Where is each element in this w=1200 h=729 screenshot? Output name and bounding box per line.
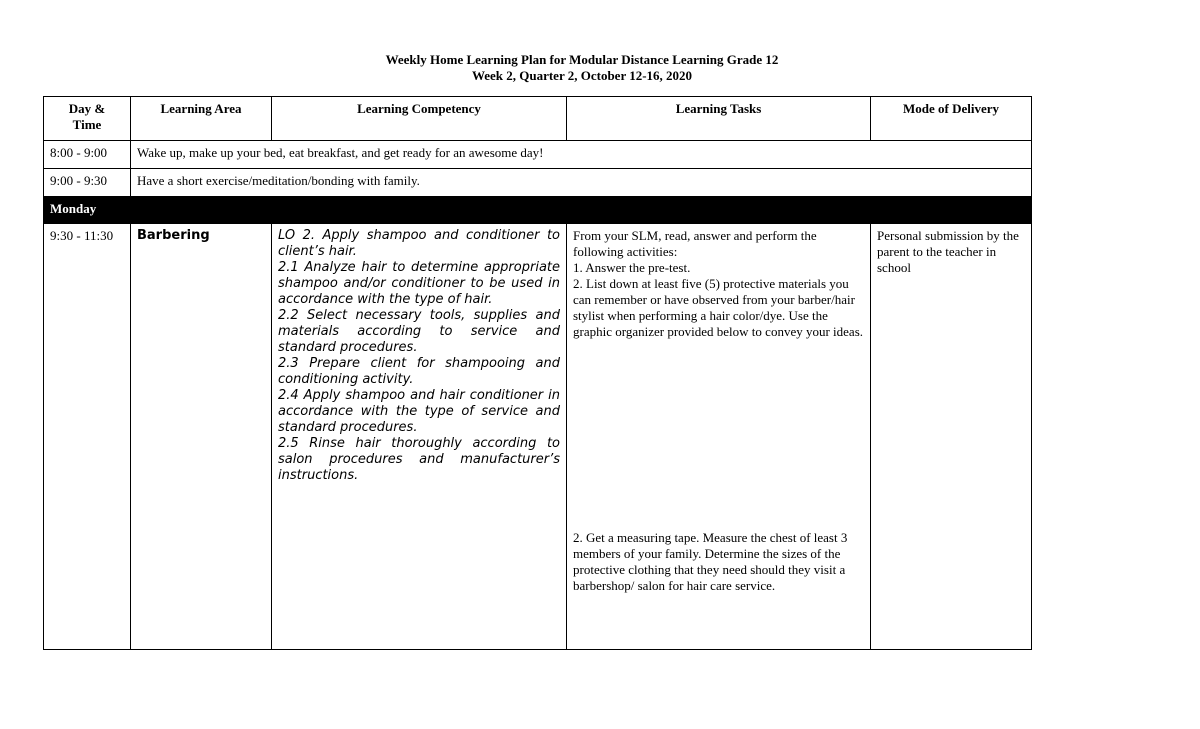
header-day-time: Day & Time bbox=[44, 97, 131, 141]
session-competencies bbox=[272, 224, 567, 650]
row-time: 9:00 - 9:30 bbox=[44, 169, 131, 197]
title-line-1: Weekly Home Learning Plan for Modular Distance Learning Grade 12 bbox=[385, 52, 779, 67]
task-item: 1. Answer the pre-test. bbox=[573, 260, 691, 275]
competency-item: 2.1 Analyze hair to determine appropriate shampoo and/or conditioner to be used in accordance with the type of hair. bbox=[278, 260, 560, 307]
task-item: 2. List down at least five (5) protective materials you can remember or have observed from your barber/hair stylist when performing a hair color/dye. Use the graphic organizer provided below to convey your ideas. bbox=[573, 276, 863, 339]
competency-item: LO 2. Apply shampoo and conditioner to client’s hair. bbox=[278, 228, 560, 259]
table-row bbox=[44, 141, 1032, 169]
title-line-2: Week 2, Quarter 2, October 12-16, 2020 bbox=[471, 68, 693, 83]
task-item: 2. Get a measuring tape. Measure the chest of least 3 members of your family. Determine the sizes of the protective clothing that they need should they visit a barbershop/ salon for hair care service. bbox=[573, 530, 848, 593]
task-item: From your SLM, read, answer and perform the following activities: bbox=[573, 228, 817, 259]
session-mode-of-delivery: Personal submission by the parent to the teacher in school bbox=[871, 224, 1032, 650]
row-activity: Have a short exercise/meditation/bonding with family. bbox=[131, 169, 1032, 197]
header-learning-area: Learning Area bbox=[131, 97, 272, 141]
day-label: Monday bbox=[44, 197, 1032, 224]
session-learning-area: Barbering bbox=[131, 224, 272, 650]
header-learning-competency: Learning Competency bbox=[272, 97, 567, 141]
document-title bbox=[0, 52, 1164, 84]
competency-item: 2.2 Select necessary tools, supplies and materials according to service and standard procedures. bbox=[278, 308, 560, 355]
learning-plan-table bbox=[43, 96, 1032, 650]
header-learning-tasks: Learning Tasks bbox=[567, 97, 871, 141]
competency-item: 2.4 Apply shampoo and hair conditioner in accordance with the type of service and standard procedures. bbox=[278, 388, 560, 435]
day-header-row bbox=[44, 197, 1032, 224]
table-header-row bbox=[44, 97, 1032, 141]
table-row bbox=[44, 224, 1032, 650]
session-tasks bbox=[567, 224, 871, 650]
header-mode-of-delivery: Mode of Delivery bbox=[871, 97, 1032, 141]
session-time: 9:30 - 11:30 bbox=[44, 224, 131, 650]
row-activity: Wake up, make up your bed, eat breakfast, and get ready for an awesome day! bbox=[131, 141, 1032, 169]
competency-item: 2.3 Prepare client for shampooing and conditioning activity. bbox=[278, 356, 560, 387]
competency-item: 2.5 Rinse hair thoroughly according to salon procedures and manufacturer’s instructions. bbox=[278, 436, 560, 483]
table-row bbox=[44, 169, 1032, 197]
row-time: 8:00 - 9:00 bbox=[44, 141, 131, 169]
